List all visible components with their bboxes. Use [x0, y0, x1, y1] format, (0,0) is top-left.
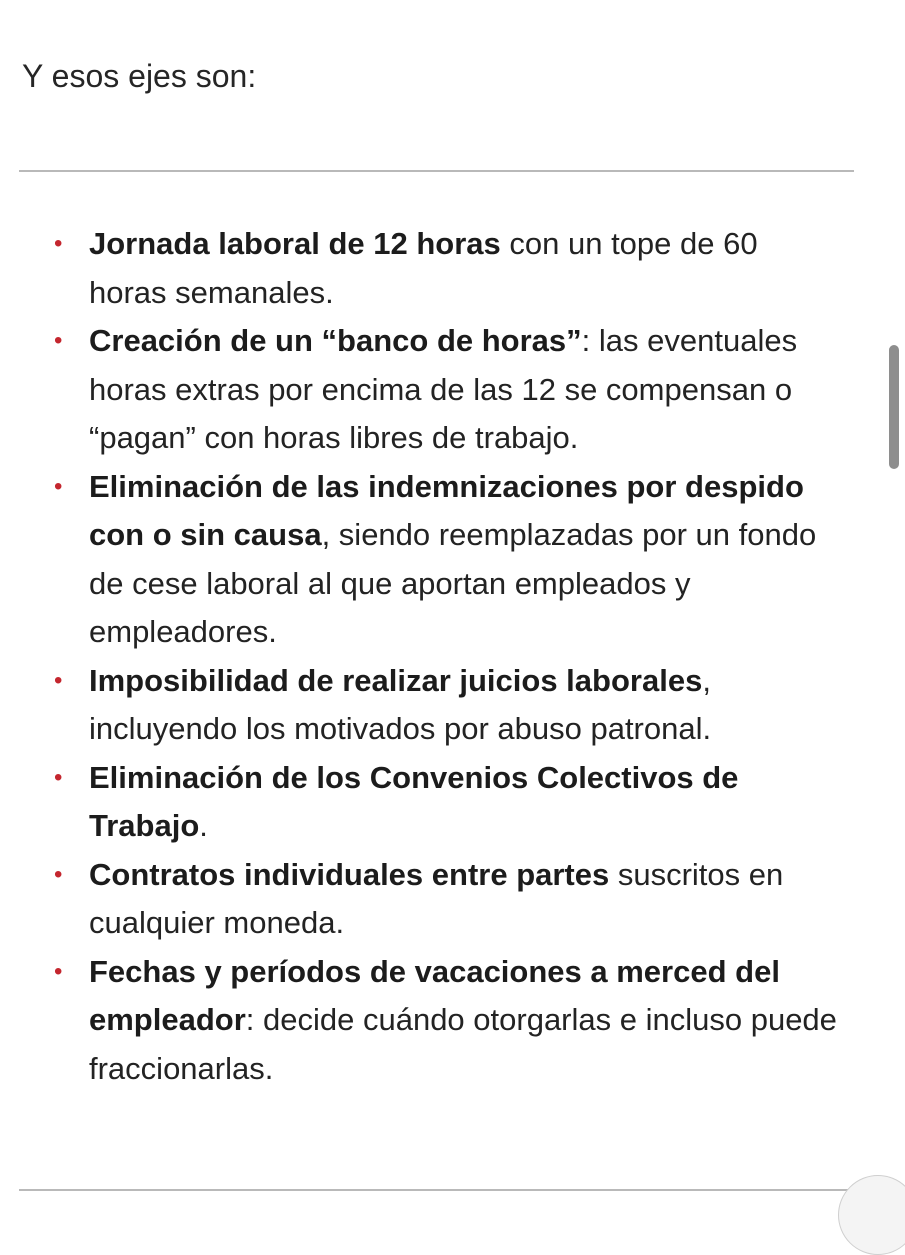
- bullet-icon: •: [54, 327, 63, 354]
- item-bold-text: Creación de un “banco de horas”: [89, 323, 582, 358]
- bullet-icon: •: [54, 666, 63, 694]
- item-text: suscritos en cualquier moneda.: [89, 856, 784, 940]
- item-text: , incluyendo los motivados por abuso patronal.: [89, 662, 712, 746]
- item-text: .: [199, 808, 208, 843]
- item-text: con un tope de 60 horas semanales.: [89, 226, 758, 310]
- scrollbar-thumb[interactable]: [889, 345, 899, 469]
- item-bold-text: Eliminación de las indemnizaciones por despido con o sin causa: [89, 468, 804, 552]
- bullet-icon: •: [54, 860, 63, 888]
- bottom-divider: [19, 1189, 854, 1191]
- bullet-icon: •: [54, 230, 63, 257]
- list-item: [0, 754, 860, 851]
- top-divider: [19, 170, 854, 172]
- item-bold-text: Contratos individuales entre partes: [89, 856, 610, 892]
- axes-list: [0, 220, 860, 1093]
- list-item: [0, 948, 860, 1094]
- bullet-icon: •: [54, 957, 63, 985]
- list-item: [0, 851, 860, 948]
- item-bold-text: Fechas y períodos de vacaciones a merced del empleador: [89, 953, 780, 1037]
- bullet-icon: •: [54, 763, 63, 791]
- item-bold-text: Imposibilidad de realizar juicios laborales: [89, 662, 703, 698]
- item-text: , siendo reemplazadas por un fondo de cese laboral al que aportan empleados y empleadores.: [89, 517, 817, 649]
- bullet-icon: •: [54, 472, 63, 500]
- item-text: : las eventuales horas extras por encima de las 12 se compensan o “pagan” con horas libres de trabajo.: [89, 323, 798, 455]
- intro-text: Y esos ejes son:: [22, 58, 257, 94]
- item-text: : decide cuándo otorgarlas e incluso puede fraccionarlas.: [89, 1002, 837, 1086]
- list-item: [0, 317, 860, 463]
- item-bold-text: Jornada laboral de 12 horas: [89, 226, 501, 261]
- list-item: [0, 220, 860, 317]
- item-bold-text: Eliminación de los Convenios Colectivos de Trabajo: [89, 759, 739, 843]
- list-item: [0, 657, 860, 754]
- floating-action-button[interactable]: [838, 1175, 905, 1255]
- list-item: [0, 463, 860, 657]
